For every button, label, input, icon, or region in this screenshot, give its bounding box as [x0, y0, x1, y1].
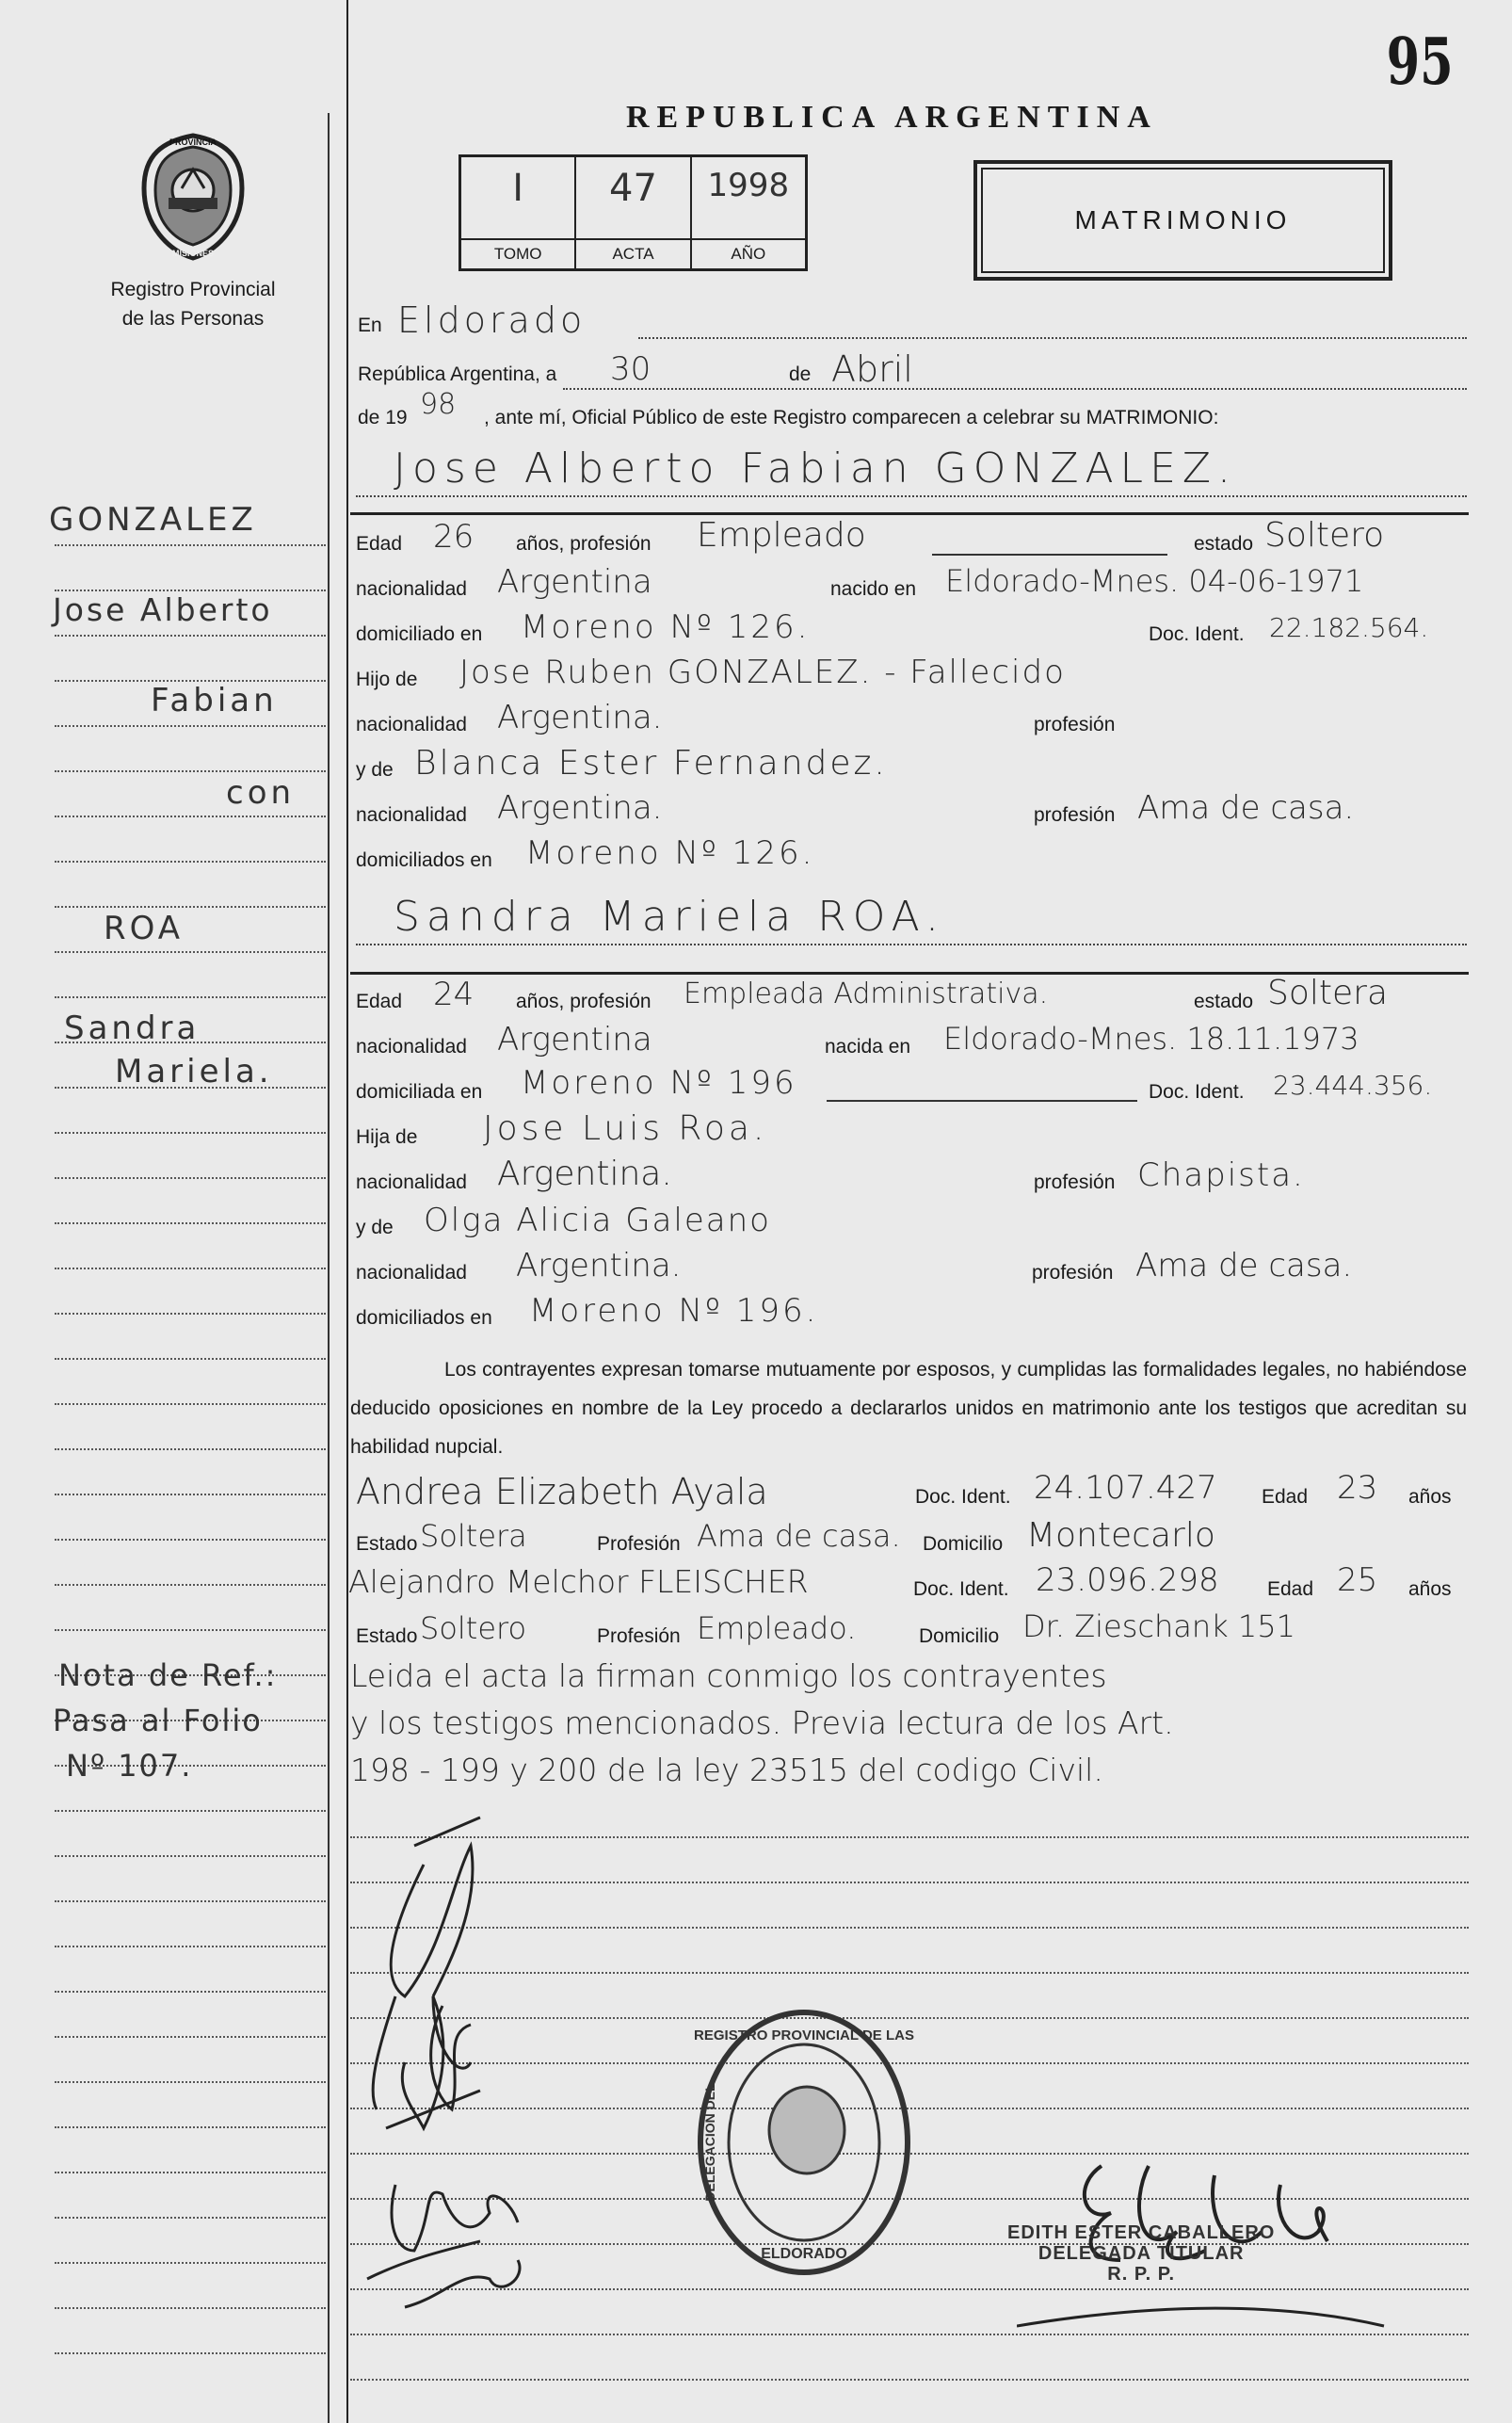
margin-dotted-rule — [55, 1177, 326, 1179]
margin-dotted-rule — [55, 861, 326, 863]
estado-label: Estado — [356, 1625, 418, 1647]
tomo-label: TOMO — [461, 238, 574, 268]
bride-nat-line — [356, 1021, 1467, 1066]
tomo-value: I — [512, 167, 524, 210]
groom-madre: Blanca Ester Fernandez. — [414, 744, 888, 783]
section-rule — [350, 512, 1469, 515]
bride-mother-line — [356, 1202, 1467, 1247]
dotted-rule — [638, 337, 1467, 339]
solid-rule — [827, 1100, 1137, 1102]
bride-edad: 24 — [433, 976, 475, 1013]
nacido-label: nacido en — [830, 578, 917, 600]
witness2-estado: Soltero — [420, 1610, 527, 1646]
profesion-label: profesión — [1034, 804, 1116, 826]
margin-dotted-rule — [55, 1810, 326, 1812]
margin-dotted-rule — [55, 544, 326, 546]
act-reference-box — [458, 154, 808, 271]
margin-dotted-rule — [55, 1494, 326, 1495]
margin-names-2a: Sandra — [64, 1010, 201, 1047]
act-type-box: MATRIMONIO — [973, 160, 1392, 281]
witness2-doc: 23.096.298 — [1036, 1561, 1219, 1599]
closing-text: Leida el acta la firman conmigo los contrayentes — [350, 1657, 1107, 1694]
bride-padres-dom: Moreno Nº 196. — [529, 1292, 819, 1330]
groom-madre-nac: Argentina. — [497, 789, 663, 827]
bride-padre: Jose Luis Roa. — [483, 1109, 768, 1148]
domicilio-label: domiciliada en — [356, 1081, 483, 1103]
ano-cell — [692, 157, 805, 268]
witness2-name: Alejandro Melchor FLEISCHER — [348, 1563, 809, 1600]
margin-dotted-rule — [55, 1448, 326, 1450]
groom-profesion: Empleado — [697, 516, 866, 555]
bride-age-line — [356, 976, 1467, 1021]
margin-dotted-rule — [55, 1132, 326, 1134]
witness1-line1 — [356, 1471, 1467, 1514]
margin-nota-1: Nota de Ref.: — [58, 1657, 278, 1693]
groom-domicilio: Moreno Nº 126. — [521, 608, 811, 646]
stamp-text-left: DELEGACION DEL — [702, 2083, 717, 2202]
profesion-label: años, profesión — [516, 533, 651, 555]
groom-father-nat-line — [356, 699, 1467, 744]
month-value: Abril — [831, 348, 913, 390]
groom-doc: 22.182.564. — [1269, 612, 1429, 643]
groom-nat-line — [356, 563, 1467, 608]
witness2-domicilio: Dr. Zieschank 151 — [1022, 1608, 1295, 1644]
witness1-name: Andrea Elizabeth Ayala — [356, 1471, 768, 1512]
margin-dotted-rule — [55, 2172, 326, 2173]
witness1-edad: 23 — [1337, 1469, 1378, 1507]
profesion-label: profesión — [1032, 1262, 1114, 1284]
anos-label: años — [1408, 1486, 1452, 1508]
margin-dotted-rule — [55, 996, 326, 998]
groom-edad: 26 — [433, 518, 475, 556]
nacionalidad-label: nacionalidad — [356, 1036, 467, 1058]
officer-title: DELEGADA TITULAR — [1037, 2243, 1245, 2264]
officer-office: R. P. P. — [1107, 2264, 1176, 2285]
signature-scribbles-icon — [339, 1808, 640, 2335]
domicilio-label: Domicilio — [923, 1533, 1004, 1555]
edad-label: Edad — [356, 991, 403, 1012]
page-number: 95 — [1387, 24, 1454, 100]
place-line — [356, 299, 1467, 341]
doc-label: Doc. Ident. — [913, 1578, 1009, 1600]
declaration-text: Los contrayentes expresan tomarse mutuamente por esposos, y cumplidas las formalidades legales, no habiéndose deducido oposiciones en nombre de la Ley procedo a declararlos unidos en matrimonio ante los testigos que acreditan su habilidad nupcial. — [350, 1359, 1467, 1458]
padre-label: Hija de — [356, 1126, 418, 1148]
officer-name: EDITH ESTER CABALLERO — [1007, 2222, 1276, 2243]
de-label: de — [789, 363, 812, 385]
estado-label: Estado — [356, 1533, 418, 1555]
profesion-label: Profesión — [597, 1625, 681, 1647]
margin-dotted-rule — [55, 2307, 326, 2309]
groom-age-line — [356, 518, 1467, 563]
groom-estado: Soltero — [1264, 516, 1385, 555]
groom-nacido: Eldorado-Mnes. 04-06-1971 — [945, 563, 1364, 599]
edad-label: Edad — [356, 533, 403, 555]
margin-dotted-rule — [55, 2217, 326, 2219]
dotted-rule — [356, 944, 1467, 945]
republica-label: República Argentina, a — [358, 363, 557, 385]
estado-label: estado — [1194, 991, 1254, 1012]
intro-text: , ante mí, Oficial Público de este Registro comparecen a celebrar su MATRIMONIO: — [484, 407, 1219, 428]
nacionalidad-label: nacionalidad — [356, 578, 467, 600]
witness2-line1 — [348, 1561, 1467, 1607]
year-line — [356, 388, 1467, 435]
margin-dotted-rule — [55, 1222, 326, 1224]
date-line — [356, 350, 1467, 392]
margin-names-2b: Mariela. — [115, 1053, 273, 1090]
margin-dotted-rule — [55, 2352, 326, 2354]
margin-names-1b: Fabian — [151, 682, 278, 719]
margin-dotted-rule — [55, 1855, 326, 1857]
margin-surname-2: ROA — [104, 910, 185, 947]
bride-madre-nac: Argentina. — [516, 1247, 682, 1284]
bride-mother-nat-line — [356, 1247, 1467, 1292]
solid-rule — [932, 554, 1167, 556]
en-label: En — [358, 315, 382, 336]
groom-mother-nat-line — [356, 789, 1467, 834]
acta-label: ACTA — [576, 238, 689, 268]
dotted-rule — [356, 495, 1467, 497]
stamp-text-top: REGISTRO PROVINCIAL DE LAS — [694, 2027, 914, 2043]
margin-con: con — [226, 774, 296, 812]
dotted-rule — [350, 2379, 1469, 2381]
groom-padre: Jose Ruben GONZALEZ. - Fallecido — [459, 654, 1066, 691]
bride-full-name: Sandra Mariela ROA. — [394, 893, 945, 941]
registry-name — [56, 275, 330, 333]
nacida-label: nacida en — [825, 1036, 911, 1058]
margin-dotted-rule — [55, 1946, 326, 1947]
margin-dotted-rule — [55, 635, 326, 637]
profesion-label: años, profesión — [516, 991, 651, 1012]
seal-text-bottom: MISIONES — [171, 249, 215, 258]
year-prefix: de 19 — [358, 407, 408, 428]
bride-nacionalidad: Argentina — [497, 1021, 652, 1058]
margin-dotted-rule — [55, 816, 326, 817]
margin-surname-1: GONZALEZ — [49, 501, 257, 539]
bride-name-line — [356, 893, 1467, 945]
ano-label: AÑO — [692, 238, 805, 268]
provincial-seal-icon — [135, 132, 251, 264]
estado-label: estado — [1194, 533, 1254, 555]
witness2-line2 — [356, 1610, 1467, 1654]
groom-father-line — [356, 654, 1467, 699]
place-value: Eldorado — [397, 299, 587, 341]
ano-value: 1998 — [707, 167, 790, 204]
witness2-edad: 25 — [1337, 1561, 1378, 1599]
bride-profesion: Empleada Administrativa. — [684, 977, 1049, 1010]
closing-line-1 — [350, 1657, 1467, 1701]
witness1-profesion: Ama de casa. — [697, 1518, 901, 1554]
witness2-profesion: Empleado. — [697, 1610, 857, 1646]
bride-dom-line — [356, 1066, 1467, 1111]
registry-name-line1: Registro Provincial — [110, 279, 276, 300]
nacionalidad-label: nacionalidad — [356, 1171, 467, 1193]
profesion-label: profesión — [1034, 714, 1116, 735]
official-stamp-icon — [692, 2006, 916, 2279]
groom-name-line — [356, 441, 1467, 497]
margin-dotted-rule — [55, 1900, 326, 1902]
margin-dotted-rule — [55, 1991, 326, 1993]
groom-nacionalidad: Argentina — [497, 563, 652, 601]
padres-dom-label: domiciliados en — [356, 849, 492, 871]
nacionalidad-label: nacionalidad — [356, 1262, 467, 1284]
witness1-line2 — [356, 1518, 1467, 1561]
bride-domicilio: Moreno Nº 196 — [521, 1064, 797, 1102]
margin-dotted-rule — [55, 770, 326, 772]
acta-value: 47 — [609, 167, 657, 210]
nacionalidad-label: nacionalidad — [356, 714, 467, 735]
day-value: 30 — [610, 350, 651, 388]
margin-dotted-rule — [55, 1313, 326, 1315]
profesion-label: Profesión — [597, 1533, 681, 1555]
closing-text: 198 - 199 y 200 de la ley 23515 del codigo Civil. — [350, 1752, 1103, 1788]
witness1-doc: 24.107.427 — [1034, 1469, 1217, 1507]
closing-text: y los testigos mencionados. Previa lectura de los Art. — [350, 1704, 1174, 1741]
closing-line-3 — [350, 1752, 1467, 1795]
closing-line-2 — [350, 1704, 1467, 1748]
domicilio-label: Domicilio — [919, 1625, 1000, 1647]
padre-label: Hijo de — [356, 669, 418, 690]
bride-father-line — [356, 1111, 1467, 1156]
bride-father-nat-line — [356, 1156, 1467, 1202]
country-title: REPUBLICA ARGENTINA — [626, 100, 1158, 135]
bride-madre-prof: Ama de casa. — [1135, 1247, 1353, 1284]
madre-label: y de — [356, 759, 394, 781]
witness1-estado: Soltera — [420, 1518, 527, 1554]
bride-padre-prof: Chapista. — [1137, 1156, 1305, 1194]
year-suffix: 98 — [420, 388, 457, 421]
officer-block — [1007, 2222, 1275, 2285]
nacionalidad-label: nacionalidad — [356, 804, 467, 826]
profesion-label: profesión — [1034, 1171, 1116, 1193]
edad-label: Edad — [1262, 1486, 1309, 1508]
madre-label: y de — [356, 1217, 394, 1238]
tomo-cell — [461, 157, 576, 268]
margin-dotted-rule — [55, 1358, 326, 1360]
margin-dotted-rule — [55, 2081, 326, 2083]
margin-dotted-rule — [55, 906, 326, 908]
margin-dotted-rule — [55, 2262, 326, 2264]
bride-nacida: Eldorado-Mnes. 18.11.1973 — [943, 1021, 1359, 1057]
groom-full-name: Jose Alberto Fabian GONZALEZ. — [394, 444, 1237, 493]
groom-padres-dom: Moreno Nº 126. — [525, 834, 815, 872]
margin-names-1a: Jose Alberto — [53, 591, 273, 628]
registry-name-line2: de las Personas — [121, 308, 265, 330]
margin-dotted-rule — [55, 1629, 326, 1631]
margin-dotted-rule — [55, 2126, 326, 2128]
acta-cell — [576, 157, 691, 268]
groom-parents-dom-line — [356, 834, 1467, 880]
groom-madre-prof: Ama de casa. — [1137, 789, 1355, 827]
groom-padre-nac: Argentina. — [497, 699, 663, 736]
bride-parents-dom-line — [356, 1292, 1467, 1337]
dotted-rule — [563, 388, 1467, 390]
doc-label: Doc. Ident. — [1149, 623, 1245, 645]
domicilio-label: domiciliado en — [356, 623, 483, 645]
margin-dotted-rule — [55, 951, 326, 953]
groom-dom-line — [356, 608, 1467, 654]
margin-rule-inner — [328, 113, 330, 2423]
margin-nota-3: Nº 107. — [66, 1748, 193, 1784]
anos-label: años — [1408, 1578, 1452, 1600]
doc-label: Doc. Ident. — [915, 1486, 1011, 1508]
doc-label: Doc. Ident. — [1149, 1081, 1245, 1103]
bride-estado: Soltera — [1267, 974, 1389, 1012]
margin-nota-2: Pasa al Folio — [53, 1703, 263, 1738]
edad-label: Edad — [1267, 1578, 1314, 1600]
margin-dotted-rule — [55, 1268, 326, 1269]
padres-dom-label: domiciliados en — [356, 1307, 492, 1329]
margin-dotted-rule — [55, 1584, 326, 1586]
seal-text-top: PROVINCIA — [169, 137, 217, 147]
bride-padre-nac: Argentina. — [497, 1155, 672, 1193]
bride-madre: Olga Alicia Galeano — [424, 1202, 771, 1239]
witness1-domicilio: Montecarlo — [1026, 1516, 1215, 1555]
margin-dotted-rule — [55, 725, 326, 727]
margin-dotted-rule — [55, 1539, 326, 1541]
groom-mother-line — [356, 744, 1467, 789]
margin-dotted-rule — [55, 1403, 326, 1405]
bride-doc: 23.444.356. — [1273, 1070, 1433, 1101]
stamp-text-bottom: ELDORADO — [761, 2246, 847, 2262]
margin-dotted-rule — [55, 2036, 326, 2038]
